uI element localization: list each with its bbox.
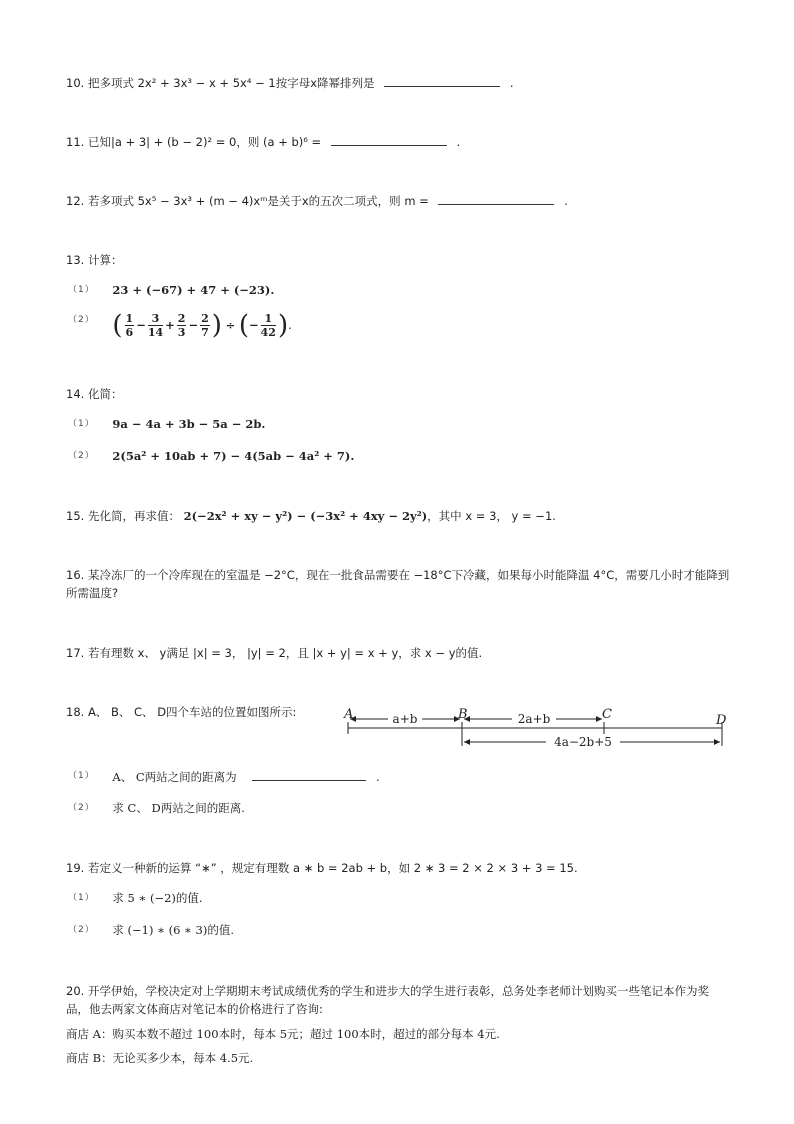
point-a-label: A	[344, 707, 354, 722]
question-12-text: 12. 若多项式 5x⁵ − 3x³ + (m − 4)xᵐ是关于x的五次二项式，则 m =	[66, 194, 429, 208]
part-number: （2）	[68, 315, 95, 325]
expression: 9a − 4a + 3b − 5a − 2b.	[112, 417, 266, 431]
question-14-part-2	[68, 448, 354, 464]
question-17: 17. 若有理数 x、 y满足 |x| = 3， |y| = 2，且 |x + y| = x + y，求 x − y的值.	[66, 646, 483, 660]
answer-blank[interactable]	[331, 133, 447, 146]
expression: 2(5a² + 10ab + 7) − 4(5ab − 4a² + 7).	[112, 449, 355, 463]
question-18-part-2	[68, 800, 245, 816]
fraction: $\frac{1}{6}$	[125, 312, 134, 339]
question-10-text: 10. 把多项式 2x² + 3x³ − x + 5x⁴ − 1按字母x降幂排列是	[66, 76, 375, 90]
expression: ( $\frac{1}{6}$ − $\frac{3}{14}$ + $\frac{2}{3}$ − $\frac{2}{7}$ ) ÷ (− $\frac{1}{42}$ ).	[112, 310, 292, 341]
question-16-line-2: 所需温度?	[66, 586, 119, 600]
point-d-label: D	[716, 713, 727, 728]
question-16	[66, 566, 736, 602]
part-number: （1）	[68, 771, 95, 781]
answer-blank[interactable]	[384, 74, 500, 87]
question-18: 18. A、 B、 C、 D四个车站的位置如图所示:	[66, 705, 297, 719]
part-number: （1）	[68, 893, 95, 903]
question-13: 13. 计算：	[66, 253, 123, 267]
period: .	[509, 76, 514, 90]
question-14: 14. 化简：	[66, 387, 123, 401]
part-number: （2）	[68, 925, 95, 935]
question-19: 19. 若定义一种新的运算 “∗” ，规定有理数 a ∗ b = 2ab + b，如 2 ∗ 3 = 2 × 2 × 3 + 3 = 15.	[66, 861, 578, 875]
question-20-line-1: 20. 开学伊始，学校决定对上学期期末考试成绩优秀的学生和进步大的学生进行表彰，总务处李老师计划购买一些笔记本作为奖	[66, 984, 709, 998]
expression: 23 + (−67) + 47 + (−23).	[112, 283, 275, 297]
question-10	[66, 74, 513, 91]
point-b-label: B	[458, 707, 468, 722]
segment-bc-label: 2a+b	[517, 712, 551, 726]
part-number: （2）	[68, 803, 95, 813]
expression: 2(−2x² + xy − y²) − (−3x² + 4xy − 2y²)	[183, 509, 428, 523]
fraction: $\frac{2}{7}$	[201, 312, 209, 339]
question-20	[66, 982, 736, 1018]
question-16-line-1: 16. 某冷冻厂的一个冷库现在的室温是 −2°C，现在一批食品需要在 −18°C下冷藏，如果每小时能降温 4°C，需要几小时才能降到	[66, 568, 730, 582]
period: .	[375, 770, 380, 784]
question-13-part-1	[68, 282, 274, 298]
question-19-part-1-text: 求 5 ∗ (−2)的值.	[112, 891, 203, 905]
segment-bd-label: 4a−2b+5	[554, 735, 612, 749]
answer-blank[interactable]	[252, 768, 366, 781]
question-20-line-2: 品，他去两家文体商店对笔记本的价格进行了咨询:	[66, 1002, 323, 1016]
shop-a-description: 商店 A：购买本数不超过 100本时，每本 5元；超过 100本时，超过的部分每本 4元.	[66, 1027, 500, 1041]
question-15-text: 15. 先化简，再求值：	[66, 509, 180, 523]
segment-ab-label: a+b	[392, 712, 418, 726]
question-13-part-2	[68, 312, 292, 339]
part-number: （1）	[68, 285, 95, 295]
answer-blank[interactable]	[438, 192, 554, 205]
question-18-part-2-text: 求 C、 D两站之间的距离.	[112, 801, 245, 815]
station-diagram	[340, 704, 734, 754]
condition: ，其中 x = 3， y = −1.	[427, 509, 556, 523]
period: .	[456, 135, 461, 149]
question-18-part-1-text: A、 C两站之间的距离为	[112, 770, 237, 784]
question-12	[66, 192, 568, 209]
point-c-label: C	[602, 707, 612, 722]
period: .	[564, 194, 568, 208]
fraction: $\frac{2}{3}$	[177, 312, 186, 339]
question-14-part-1	[68, 416, 265, 432]
question-18-part-1	[68, 768, 380, 785]
part-number: （1）	[68, 419, 95, 429]
question-19-part-1	[68, 890, 203, 906]
fraction: $\frac{3}{14}$	[147, 312, 164, 339]
question-11	[66, 133, 460, 150]
part-number: （2）	[68, 451, 95, 461]
question-19-part-2-text: 求 (−1) ∗ (6 ∗ 3)的值.	[112, 923, 234, 937]
question-19-part-2	[68, 922, 234, 938]
shop-b-description: 商店 B：无论买多少本，每本 4.5元.	[66, 1051, 254, 1065]
question-11-text: 11. 已知|a + 3| + (b − 2)² = 0，则 (a + b)⁶ =	[66, 135, 322, 149]
question-15	[66, 508, 556, 524]
fraction: $\frac{1}{42}$	[260, 312, 276, 339]
